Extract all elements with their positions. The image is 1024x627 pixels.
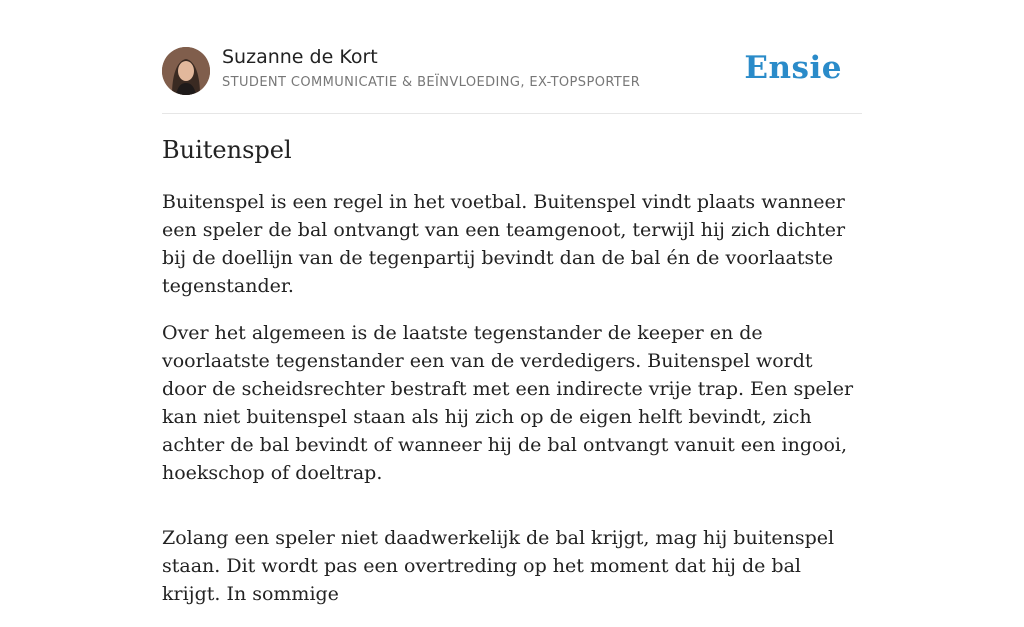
paragraph: Buitenspel is een regel in het voetbal. Buitenspel vindt plaats wanneer een speler de bal ontvangt van een teamgenoot, terwijl hij zich dichter bij de doellijn van de tegenpartij bevindt dan de bal én de voorlaatste tegenstander. (162, 191, 846, 297)
paragraph: Zolang een speler niet daadwerkelijk de bal krijgt, mag hij buitenspel staan. Dit wordt pas een overtreding op het moment dat hij de bal krijgt. In sommige (162, 527, 835, 605)
author-name[interactable]: Suzanne de Kort (222, 46, 378, 68)
ensie-logo[interactable]: Ensie (744, 50, 842, 86)
article-card (162, 0, 862, 605)
author-bio: STUDENT COMMUNICATIE & BEÏNVLOEDING, EX-TOPSPORTER (222, 75, 641, 90)
author-header (162, 0, 862, 114)
article-body (162, 188, 862, 627)
author-avatar[interactable] (162, 47, 210, 95)
avatar-photo (162, 47, 210, 95)
article-title: Buitenspel (162, 136, 292, 164)
paragraph: Over het algemeen is de laatste tegenstander de keeper en de voorlaatste tegenstander een van de verdedigers. Buitenspel wordt door de scheidsrechter bestraft met een indirecte vrije trap. Een speler kan niet buitenspel staan als hij zich op de eigen helft bevindt, zich achter de bal bevindt of wanneer hij de bal ontvangt vanuit een ingooi, hoekschop of doeltrap. (162, 322, 854, 484)
